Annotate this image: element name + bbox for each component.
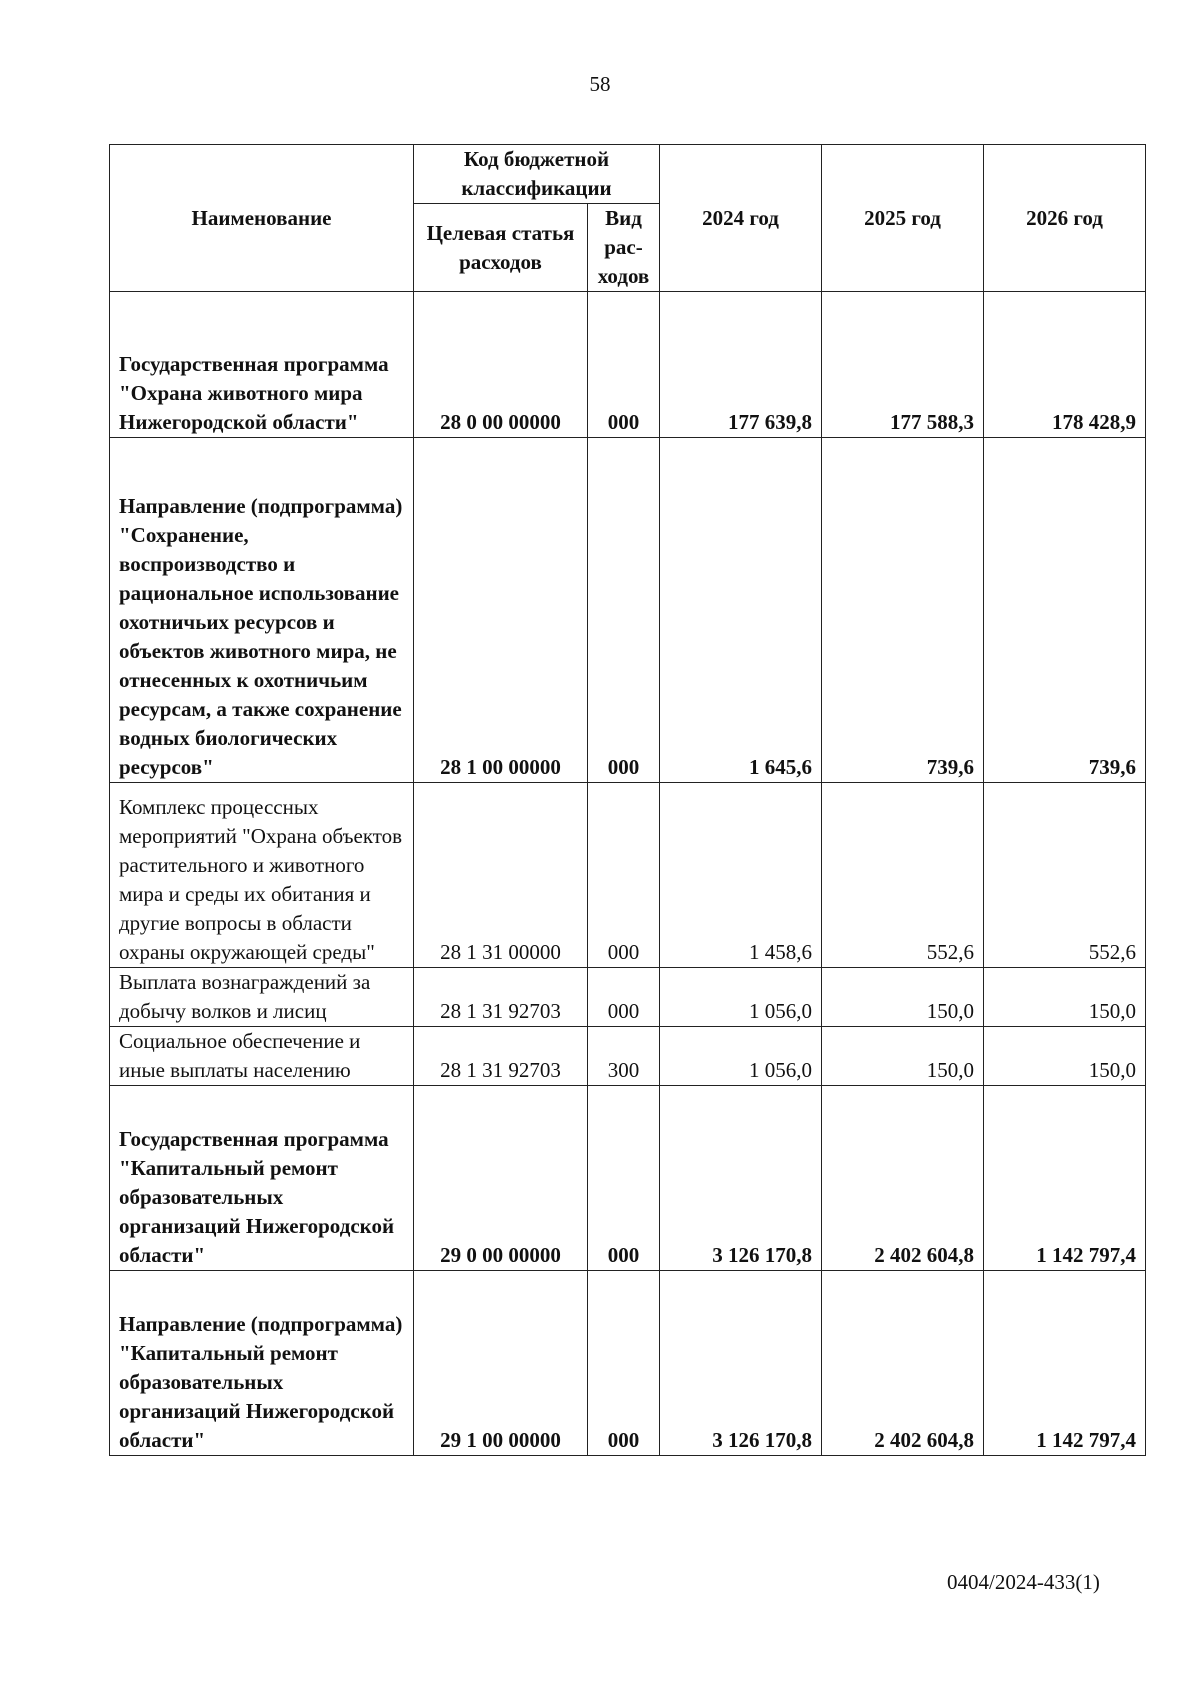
table-row (110, 292, 1146, 438)
document-id: 0404/2024-433(1) (947, 1570, 1100, 1594)
header-code-target: Целевая статья расходов (414, 204, 588, 292)
header-2026: 2026 год (984, 145, 1146, 292)
row-2025-value-cell: 177 588,3 (822, 292, 984, 438)
row-2026-value-cell: 552,6 (984, 783, 1146, 968)
table-body (110, 292, 1146, 1456)
table-row (110, 1086, 1146, 1271)
row-2026-value-cell: 150,0 (984, 1027, 1146, 1086)
row-2026-value-cell: 1 142 797,4 (984, 1271, 1146, 1456)
row-expense-type-cell: 000 (588, 968, 660, 1027)
row-name-cell: Социальное обеспечение и иные выплаты населению (110, 1027, 414, 1086)
table-row (110, 968, 1146, 1027)
header-2025: 2025 год (822, 145, 984, 292)
row-name-cell: Комплекс процессных мероприятий "Охрана объектов растительного и животного мира и среды их обитания и другие вопросы в области охраны окружающей среды" (110, 783, 414, 968)
row-2026-value-cell: 178 428,9 (984, 292, 1146, 438)
row-target-code-cell: 29 0 00 00000 (414, 1086, 588, 1271)
row-name-cell: Направление (подпрограмма) "Сохранение, воспроизводство и рациональное использование охотничьих ресурсов и объектов животного мира, не отнесенных к охотничьим ресурсам, а также сохранение водных биологических ресурсов" (110, 438, 414, 783)
row-expense-type-cell: 000 (588, 1086, 660, 1271)
row-target-code-cell: 28 1 31 92703 (414, 1027, 588, 1086)
row-target-code-cell: 28 1 00 00000 (414, 438, 588, 783)
row-expense-type-cell: 000 (588, 1271, 660, 1456)
row-2025-value-cell: 739,6 (822, 438, 984, 783)
table-row (110, 1271, 1146, 1456)
header-code-group: Код бюджетной классификации (414, 145, 660, 204)
row-2024-value-cell: 3 126 170,8 (660, 1086, 822, 1271)
budget-table (109, 144, 1146, 1456)
table-row (110, 1027, 1146, 1086)
row-2026-value-cell: 150,0 (984, 968, 1146, 1027)
row-target-code-cell: 28 0 00 00000 (414, 292, 588, 438)
row-expense-type-cell: 000 (588, 438, 660, 783)
row-2024-value-cell: 1 458,6 (660, 783, 822, 968)
row-2026-value-cell: 1 142 797,4 (984, 1086, 1146, 1271)
row-2026-value-cell: 739,6 (984, 438, 1146, 783)
row-expense-type-cell: 000 (588, 292, 660, 438)
header-code-type: Вид рас-ходов (588, 204, 660, 292)
row-target-code-cell: 29 1 00 00000 (414, 1271, 588, 1456)
header-2024: 2024 год (660, 145, 822, 292)
row-2025-value-cell: 150,0 (822, 968, 984, 1027)
row-target-code-cell: 28 1 31 00000 (414, 783, 588, 968)
row-2025-value-cell: 2 402 604,8 (822, 1086, 984, 1271)
row-2024-value-cell: 1 056,0 (660, 1027, 822, 1086)
row-name-cell: Государственная программа "Капитальный ремонт образовательных организаций Нижегородской области" (110, 1086, 414, 1271)
row-2025-value-cell: 150,0 (822, 1027, 984, 1086)
row-2025-value-cell: 552,6 (822, 783, 984, 968)
header-name: Наименование (110, 145, 414, 292)
row-2024-value-cell: 3 126 170,8 (660, 1271, 822, 1456)
row-2024-value-cell: 1 056,0 (660, 968, 822, 1027)
row-2024-value-cell: 1 645,6 (660, 438, 822, 783)
page-number: 58 (589, 72, 611, 96)
row-expense-type-cell: 000 (588, 783, 660, 968)
row-name-cell: Выплата вознаграждений за добычу волков и лисиц (110, 968, 414, 1027)
row-expense-type-cell: 300 (588, 1027, 660, 1086)
row-2024-value-cell: 177 639,8 (660, 292, 822, 438)
row-target-code-cell: 28 1 31 92703 (414, 968, 588, 1027)
row-name-cell: Государственная программа "Охрана животного мира Нижегородской области" (110, 292, 414, 438)
row-2025-value-cell: 2 402 604,8 (822, 1271, 984, 1456)
header-row-top (110, 145, 1146, 204)
row-name-cell: Направление (подпрограмма) "Капитальный ремонт образовательных организаций Нижегородской области" (110, 1271, 414, 1456)
table-row (110, 438, 1146, 783)
table-row (110, 783, 1146, 968)
